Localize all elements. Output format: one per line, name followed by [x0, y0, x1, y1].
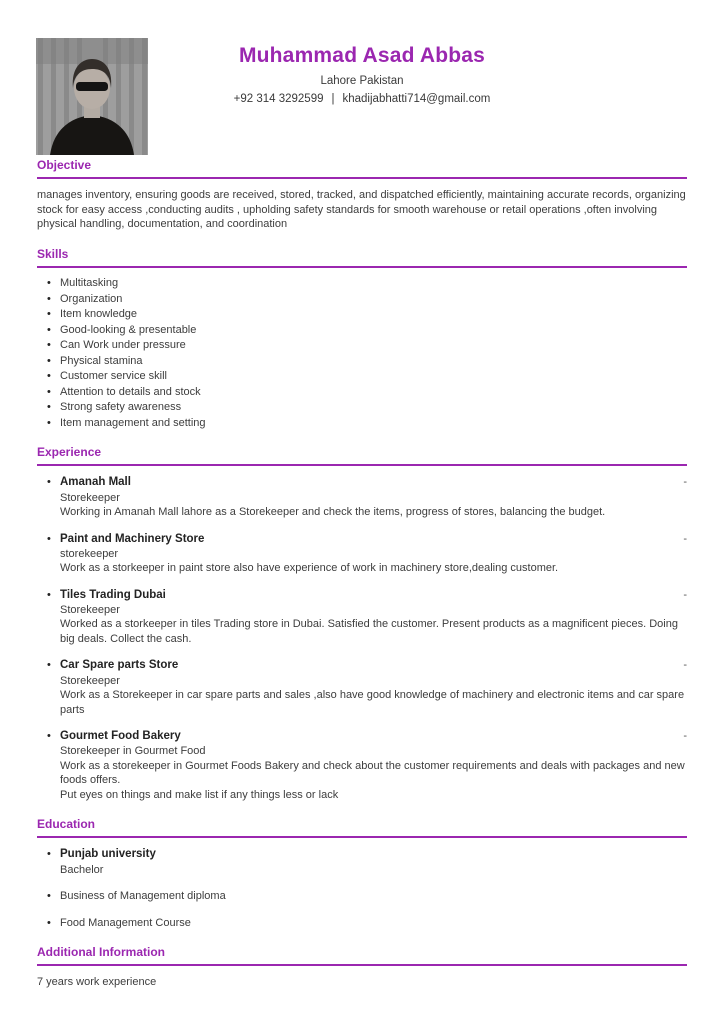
skill-item: • Physical stamina — [60, 354, 687, 369]
education-entry — [60, 847, 687, 877]
profile-photo — [36, 38, 148, 155]
phone-number: +92 314 3292599 — [233, 93, 324, 105]
education-list — [37, 847, 687, 930]
experience-date-dash: - — [683, 659, 687, 672]
section-experience — [37, 445, 687, 802]
experience-entry-header — [60, 588, 687, 603]
skill-item: • Customer service skill — [60, 369, 687, 384]
section-title-experience: Experience — [37, 445, 102, 460]
skills-list — [37, 276, 687, 430]
experience-role: storekeeper — [60, 547, 119, 560]
section-title-additional: Additional Information — [37, 945, 165, 960]
skill-item: • Multitasking — [60, 276, 687, 291]
experience-description: Put eyes on things and make list if any things less or lack — [60, 788, 339, 801]
skill-item: • Item management and setting — [60, 416, 687, 431]
experience-description: Working in Amanah Mall lahore as a Storekeeper and check the items, progress of stores, balancing the budget. — [60, 506, 606, 519]
experience-entry — [60, 588, 687, 647]
experience-entry — [60, 532, 687, 576]
section-skills — [37, 247, 687, 430]
objective-text: manages inventory, ensuring goods are received, stored, tracked, and dispatched efficiently, maintaining accurate records, organizing stock for easy access ,conducting audits , upholding safety standards for smooth warehouse or retail operations ,often involving physical handling, documentation, and coordination — [37, 189, 686, 231]
experience-company: • Car Spare parts Store — [60, 659, 179, 672]
resume-content — [0, 158, 724, 990]
skill-item: • Can Work under pressure — [60, 338, 687, 353]
section-title-skills: Skills — [37, 247, 69, 262]
section-title-objective: Objective — [37, 158, 92, 172]
experience-entry-header — [60, 729, 687, 744]
section-title-education: Education — [37, 817, 96, 832]
experience-company: • Paint and Machinery Store — [60, 532, 205, 545]
section-rule-objective — [37, 177, 687, 179]
education-school: • Punjab university — [60, 848, 156, 861]
experience-date-dash: - — [683, 476, 687, 489]
experience-company: • Gourmet Food Bakery — [60, 730, 181, 743]
section-objective — [37, 158, 687, 232]
education-degree: Bachelor — [60, 863, 104, 876]
section-rule-experience — [37, 464, 687, 466]
experience-entry-header — [60, 532, 687, 547]
experience-description: Worked as a storkeeper in tiles Trading store in Dubai. Satisfied the customer. Present products as a magnificent pieces. Doing big deals. Collect the cash. — [60, 618, 678, 645]
experience-date-dash: - — [683, 532, 687, 545]
candidate-location: Lahore Pakistan — [320, 75, 404, 87]
section-additional-information — [37, 945, 687, 990]
skill-item: • Good-looking & presentable — [60, 323, 687, 338]
skill-item: • Attention to details and stock — [60, 385, 687, 400]
contact-separator: | — [331, 93, 335, 105]
experience-role: Storekeeper in Gourmet Food — [60, 745, 206, 758]
experience-date-dash: - — [683, 588, 687, 601]
experience-role: Storekeeper — [60, 603, 120, 616]
education-entry — [60, 916, 687, 931]
experience-description: Work as a storkeeper in paint store also have experience of work in machinery store,dealing customer. — [60, 562, 559, 575]
skill-item: • Strong safety awareness — [60, 400, 687, 415]
experience-company: • Amanah Mall — [60, 476, 131, 489]
experience-entry — [60, 729, 687, 802]
experience-entry-header — [60, 475, 687, 490]
education-school: • Business of Management diploma — [60, 890, 226, 903]
portrait-photo-graphic — [36, 38, 148, 155]
education-entry — [60, 889, 687, 904]
experience-role: Storekeeper — [60, 491, 120, 504]
section-rule-additional — [37, 964, 687, 966]
skill-item: • Organization — [60, 292, 687, 307]
experience-entry — [60, 658, 687, 717]
experience-entry — [60, 475, 687, 519]
experience-entry-header — [60, 658, 687, 673]
education-school: • Food Management Course — [60, 916, 191, 929]
experience-company: • Tiles Trading Dubai — [60, 588, 166, 601]
section-rule-education — [37, 836, 687, 838]
experience-list — [37, 475, 687, 802]
experience-role: Storekeeper — [60, 674, 120, 687]
candidate-name: Muhammad Asad Abbas — [238, 44, 486, 67]
additional-info-text: 7 years work experience — [37, 976, 157, 989]
section-rule-skills — [37, 266, 687, 268]
experience-description: Work as a storekeeper in Gourmet Foods Bakery and check about the customer requirements and deals with packages and new foods offers. — [60, 759, 685, 787]
skill-item: • Item knowledge — [60, 307, 687, 322]
email-address: khadijabhatti714@gmail.com — [342, 93, 491, 105]
experience-description: Work as a Storekeeper in car spare parts and sales ,also have good knowledge of machinery and electronic items and car spare parts — [60, 689, 685, 716]
experience-date-dash: - — [683, 730, 687, 743]
section-education — [37, 817, 687, 930]
